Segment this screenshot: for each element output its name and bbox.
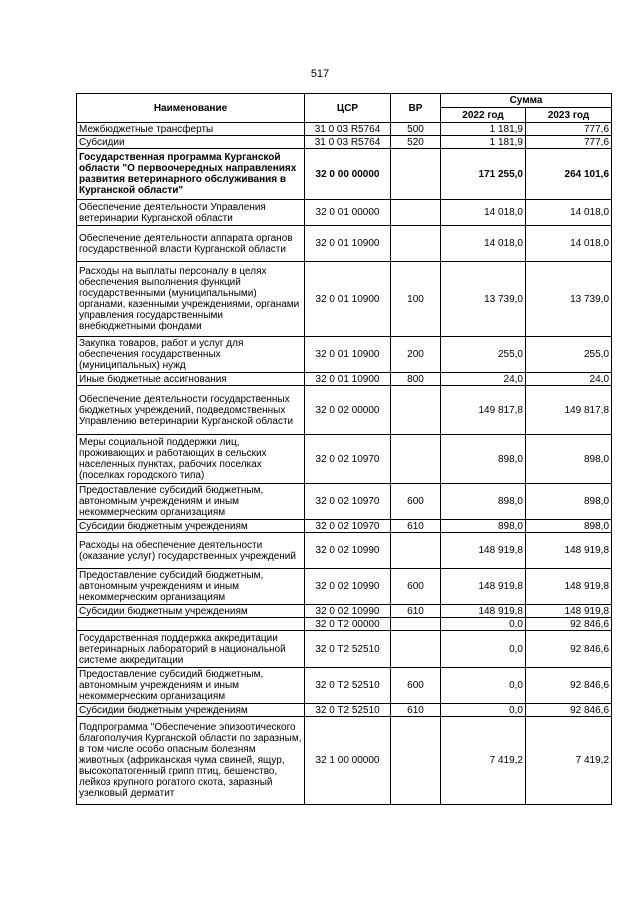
col-header-csr: ЦСР — [305, 94, 391, 123]
cell-csr: 32 0 02 10990 — [305, 569, 391, 605]
cell-2023: 14 018,0 — [526, 200, 612, 226]
table-row — [77, 123, 612, 136]
cell-vr: 600 — [391, 569, 441, 605]
cell-2022: 0,0 — [441, 618, 526, 631]
cell-2022: 148 919,8 — [441, 533, 526, 569]
cell-2022: 0,0 — [441, 668, 526, 704]
cell-2023: 92 846,6 — [526, 668, 612, 704]
cell-2023: 92 846,6 — [526, 704, 612, 717]
cell-2023: 92 846,6 — [526, 618, 612, 631]
cell-csr: 32 0 02 10990 — [305, 533, 391, 569]
cell-vr — [391, 149, 441, 200]
table-row — [77, 717, 612, 805]
cell-2023: 148 919,8 — [526, 569, 612, 605]
table-row — [77, 520, 612, 533]
col-header-name: Наименование — [77, 94, 305, 123]
table-row — [77, 136, 612, 149]
cell-2023: 148 919,8 — [526, 605, 612, 618]
cell-vr — [391, 717, 441, 805]
cell-csr: 32 0 T2 52510 — [305, 668, 391, 704]
col-header-2023: 2023 год — [526, 108, 612, 123]
cell-name: Межбюджетные трансферты — [77, 123, 305, 136]
cell-csr: 32 0 00 00000 — [305, 149, 391, 200]
cell-csr: 32 0 01 10900 — [305, 226, 391, 262]
cell-csr: 32 0 01 00000 — [305, 200, 391, 226]
cell-vr: 610 — [391, 605, 441, 618]
col-header-2022: 2022 год — [441, 108, 526, 123]
cell-csr: 32 0 02 10970 — [305, 520, 391, 533]
cell-name: Обеспечение деятельности государственных бюджетных учреждений, подведомственных Управлению ветеринарии Курганской области — [77, 386, 305, 435]
cell-2023: 24,0 — [526, 373, 612, 386]
cell-vr — [391, 226, 441, 262]
cell-vr: 600 — [391, 484, 441, 520]
table-row — [77, 435, 612, 484]
col-header-vr: ВР — [391, 94, 441, 123]
cell-csr: 32 0 T2 52510 — [305, 631, 391, 668]
cell-name: Подпрограмма "Обеспечение эпизоотического благополучия Курганской области по заразным, в том числе особо опасным болезням животных (африканская чума свиней, ящур, высокопатогенный грипп птиц, бешенство, лейкоз крупного рогатого скота, заразный узелковый дерматит — [77, 717, 305, 805]
cell-name: Закупка товаров, работ и услуг для обеспечения государственных (муниципальных) нужд — [77, 337, 305, 373]
cell-vr — [391, 631, 441, 668]
cell-2022: 1 181,9 — [441, 123, 526, 136]
cell-csr: 31 0 03 R5764 — [305, 136, 391, 149]
cell-vr: 600 — [391, 668, 441, 704]
table-row — [77, 668, 612, 704]
cell-2022: 898,0 — [441, 484, 526, 520]
cell-vr: 800 — [391, 373, 441, 386]
cell-name: Предоставление субсидий бюджетным, автономным учреждениям и иным некоммерческим организациям — [77, 668, 305, 704]
table-row — [77, 200, 612, 226]
cell-vr — [391, 435, 441, 484]
table-row — [77, 226, 612, 262]
cell-name: Субсидии бюджетным учреждениям — [77, 605, 305, 618]
cell-csr: 32 0 02 00000 — [305, 386, 391, 435]
table-row — [77, 149, 612, 200]
cell-vr — [391, 200, 441, 226]
cell-2023: 148 919,8 — [526, 533, 612, 569]
table-row — [77, 533, 612, 569]
cell-name: Субсидии — [77, 136, 305, 149]
cell-2022: 148 919,8 — [441, 605, 526, 618]
table-row — [77, 569, 612, 605]
cell-2022: 24,0 — [441, 373, 526, 386]
table-row — [77, 373, 612, 386]
table-row — [77, 605, 612, 618]
budget-table — [76, 93, 612, 805]
cell-2023: 149 817,8 — [526, 386, 612, 435]
cell-2022: 898,0 — [441, 520, 526, 533]
table-row — [77, 484, 612, 520]
cell-2023: 264 101,6 — [526, 149, 612, 200]
cell-vr — [391, 533, 441, 569]
page-number: 517 — [310, 68, 330, 80]
cell-vr: 610 — [391, 520, 441, 533]
cell-vr: 100 — [391, 262, 441, 337]
cell-2022: 255,0 — [441, 337, 526, 373]
cell-name: Иные бюджетные ассигнования — [77, 373, 305, 386]
cell-name: Субсидии бюджетным учреждениям — [77, 520, 305, 533]
cell-vr: 200 — [391, 337, 441, 373]
cell-2022: 0,0 — [441, 704, 526, 717]
cell-name: Обеспечение деятельности аппарата органов государственной власти Курганской области — [77, 226, 305, 262]
cell-2023: 777,6 — [526, 123, 612, 136]
cell-name: Расходы на выплаты персоналу в целях обеспечения выполнения функций государственными (муниципальными) органами, казенными учреждениями, органами управления государственными внебюджетными фондами — [77, 262, 305, 337]
table-row — [77, 386, 612, 435]
cell-name: Государственная программа Курганской области "О первоочередных направлениях развития ветеринарного обслуживания в Курганской области" — [77, 149, 305, 200]
cell-csr: 32 0 02 10990 — [305, 605, 391, 618]
cell-vr: 520 — [391, 136, 441, 149]
cell-2023: 14 018,0 — [526, 226, 612, 262]
table-row — [77, 618, 612, 631]
cell-vr — [391, 618, 441, 631]
cell-csr: 32 0 T2 52510 — [305, 704, 391, 717]
table-row — [77, 631, 612, 668]
cell-2023: 898,0 — [526, 435, 612, 484]
cell-name: Предоставление субсидий бюджетным, автономным учреждениям и иным некоммерческим организациям — [77, 484, 305, 520]
cell-2023: 13 739,0 — [526, 262, 612, 337]
header-row-top — [77, 94, 612, 108]
cell-2023: 898,0 — [526, 520, 612, 533]
table-row — [77, 262, 612, 337]
cell-name: Меры социальной поддержки лиц, проживающих и работающих в сельских населенных пунктах, рабочих поселках (поселках городского типа) — [77, 435, 305, 484]
cell-2022: 0,0 — [441, 631, 526, 668]
cell-csr: 32 0 02 10970 — [305, 484, 391, 520]
cell-2023: 92 846,6 — [526, 631, 612, 668]
cell-2022: 148 919,8 — [441, 569, 526, 605]
cell-name: Расходы на обеспечение деятельности (оказание услуг) государственных учреждений — [77, 533, 305, 569]
cell-2022: 1 181,9 — [441, 136, 526, 149]
table-body — [77, 123, 612, 805]
cell-csr: 32 0 01 10900 — [305, 373, 391, 386]
cell-name: Субсидии бюджетным учреждениям — [77, 704, 305, 717]
cell-2022: 14 018,0 — [441, 226, 526, 262]
cell-csr: 31 0 03 R5764 — [305, 123, 391, 136]
cell-2023: 898,0 — [526, 484, 612, 520]
col-header-sum: Сумма — [441, 94, 612, 108]
cell-2022: 898,0 — [441, 435, 526, 484]
cell-2022: 7 419,2 — [441, 717, 526, 805]
cell-csr: 32 0 01 10900 — [305, 337, 391, 373]
cell-2022: 149 817,8 — [441, 386, 526, 435]
table-row — [77, 337, 612, 373]
cell-name: Обеспечение деятельности Управления ветеринарии Курганской области — [77, 200, 305, 226]
cell-vr — [391, 386, 441, 435]
cell-2023: 777,6 — [526, 136, 612, 149]
cell-name: Государственная поддержка аккредитации ветеринарных лабораторий в национальной системе аккредитации — [77, 631, 305, 668]
cell-2022: 14 018,0 — [441, 200, 526, 226]
cell-name — [77, 618, 305, 631]
cell-2022: 13 739,0 — [441, 262, 526, 337]
cell-csr: 32 0 01 10900 — [305, 262, 391, 337]
table-row — [77, 704, 612, 717]
cell-2022: 171 255,0 — [441, 149, 526, 200]
cell-csr: 32 0 02 10970 — [305, 435, 391, 484]
cell-name: Предоставление субсидий бюджетным, автономным учреждениям и иным некоммерческим организациям — [77, 569, 305, 605]
cell-csr: 32 0 T2 00000 — [305, 618, 391, 631]
cell-2023: 255,0 — [526, 337, 612, 373]
cell-vr: 500 — [391, 123, 441, 136]
cell-vr: 610 — [391, 704, 441, 717]
cell-2023: 7 419,2 — [526, 717, 612, 805]
cell-csr: 32 1 00 00000 — [305, 717, 391, 805]
